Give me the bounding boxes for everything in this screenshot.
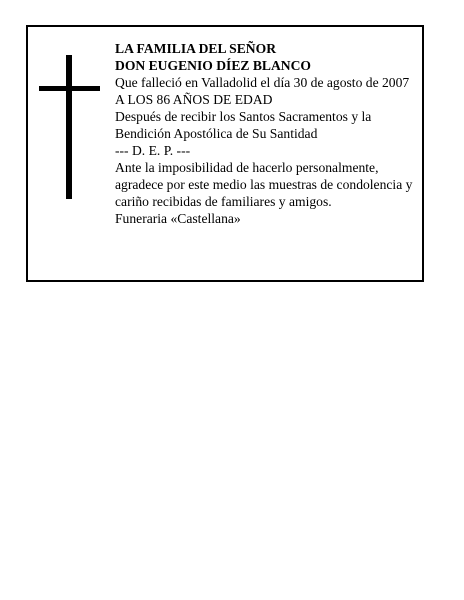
notice-text (115, 40, 420, 227)
sacraments-line-2: Bendición Apostólica de Su Santidad (115, 126, 318, 141)
cross-horizontal-bar (39, 86, 100, 91)
notice-heading-name: DON EUGENIO DÍEZ BLANCO (115, 58, 312, 73)
age-line: A LOS 86 AÑOS DE EDAD (115, 92, 273, 107)
funeral-home-line: Funeraria «Castellana» (115, 211, 241, 226)
cross-vertical-bar (66, 55, 72, 199)
latin-cross-icon (39, 55, 100, 199)
notice-heading-family: LA FAMILIA DEL SEÑOR (115, 41, 277, 56)
thanks-line-3: cariño recibidas de familiares y amigos. (115, 194, 332, 209)
obituary-notice (26, 25, 424, 282)
death-date-line: Que falleció en Valladolid el día 30 de agosto de 2007 (115, 75, 410, 90)
rip-line: --- D. E. P. --- (115, 143, 191, 158)
thanks-line-2: agradece por este medio las muestras de condolencia y (115, 177, 413, 192)
thanks-line-1: Ante la imposibilidad de hacerlo personalmente, (115, 160, 379, 175)
sacraments-line-1: Después de recibir los Santos Sacramentos y la (115, 109, 372, 124)
